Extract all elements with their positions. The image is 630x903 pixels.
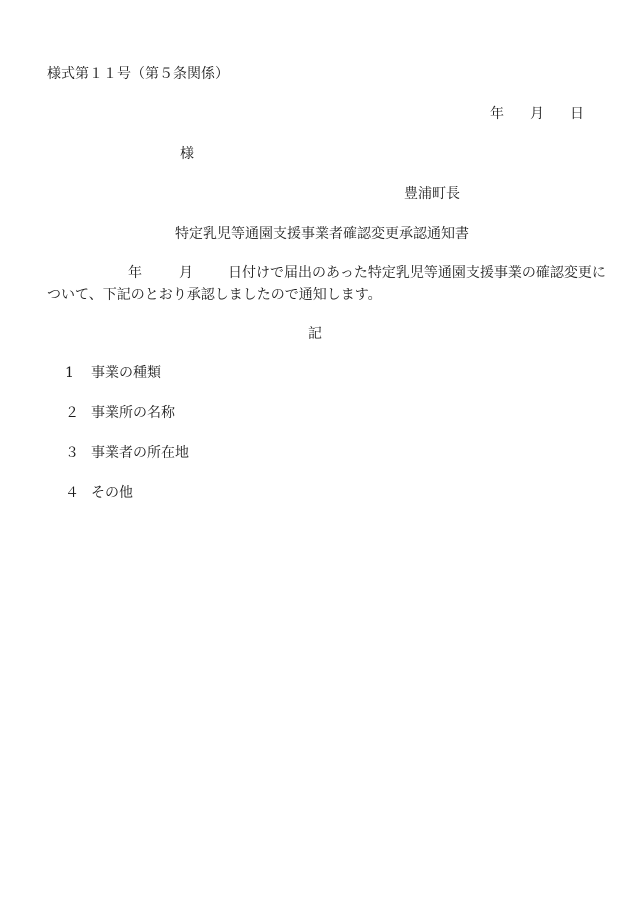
date-month-label: 月: [530, 106, 544, 122]
body-year-label: 年: [128, 265, 142, 281]
body-text-line-2: ついて、下記のとおり承認しましたので通知します。: [47, 287, 382, 303]
document-title: 特定乳児等通園支援事業者確認変更承認通知書: [175, 226, 469, 242]
list-item: [65, 406, 175, 420]
list-item: [65, 366, 161, 380]
list-item-label: 事業の種類: [91, 365, 161, 381]
list-item-number: ３: [65, 445, 79, 461]
list-item: [65, 486, 133, 500]
list-item-label: 事業所の名称: [91, 405, 175, 421]
form-number: 様式第１１号（第５条関係）: [47, 66, 229, 82]
list-item: [65, 446, 189, 460]
body-month-label: 月: [179, 265, 193, 281]
sender-name: 豊浦町長: [404, 186, 460, 202]
body-text-line-1: [128, 266, 606, 280]
recipient-honorific: 様: [180, 146, 194, 162]
list-item-number: ４: [65, 485, 79, 501]
body-line-1-text: 日付けで届出のあった特定乳児等通園支援事業の確認変更に: [228, 265, 606, 281]
ki-heading: 記: [308, 326, 322, 342]
list-item-label: 事業者の所在地: [91, 445, 189, 461]
list-item-number: 1: [65, 365, 74, 381]
date-line: [490, 107, 584, 121]
date-year-label: 年: [490, 106, 504, 122]
list-item-label: その他: [91, 485, 133, 501]
list-item-number: ２: [65, 405, 79, 421]
date-day-label: 日: [570, 106, 584, 122]
